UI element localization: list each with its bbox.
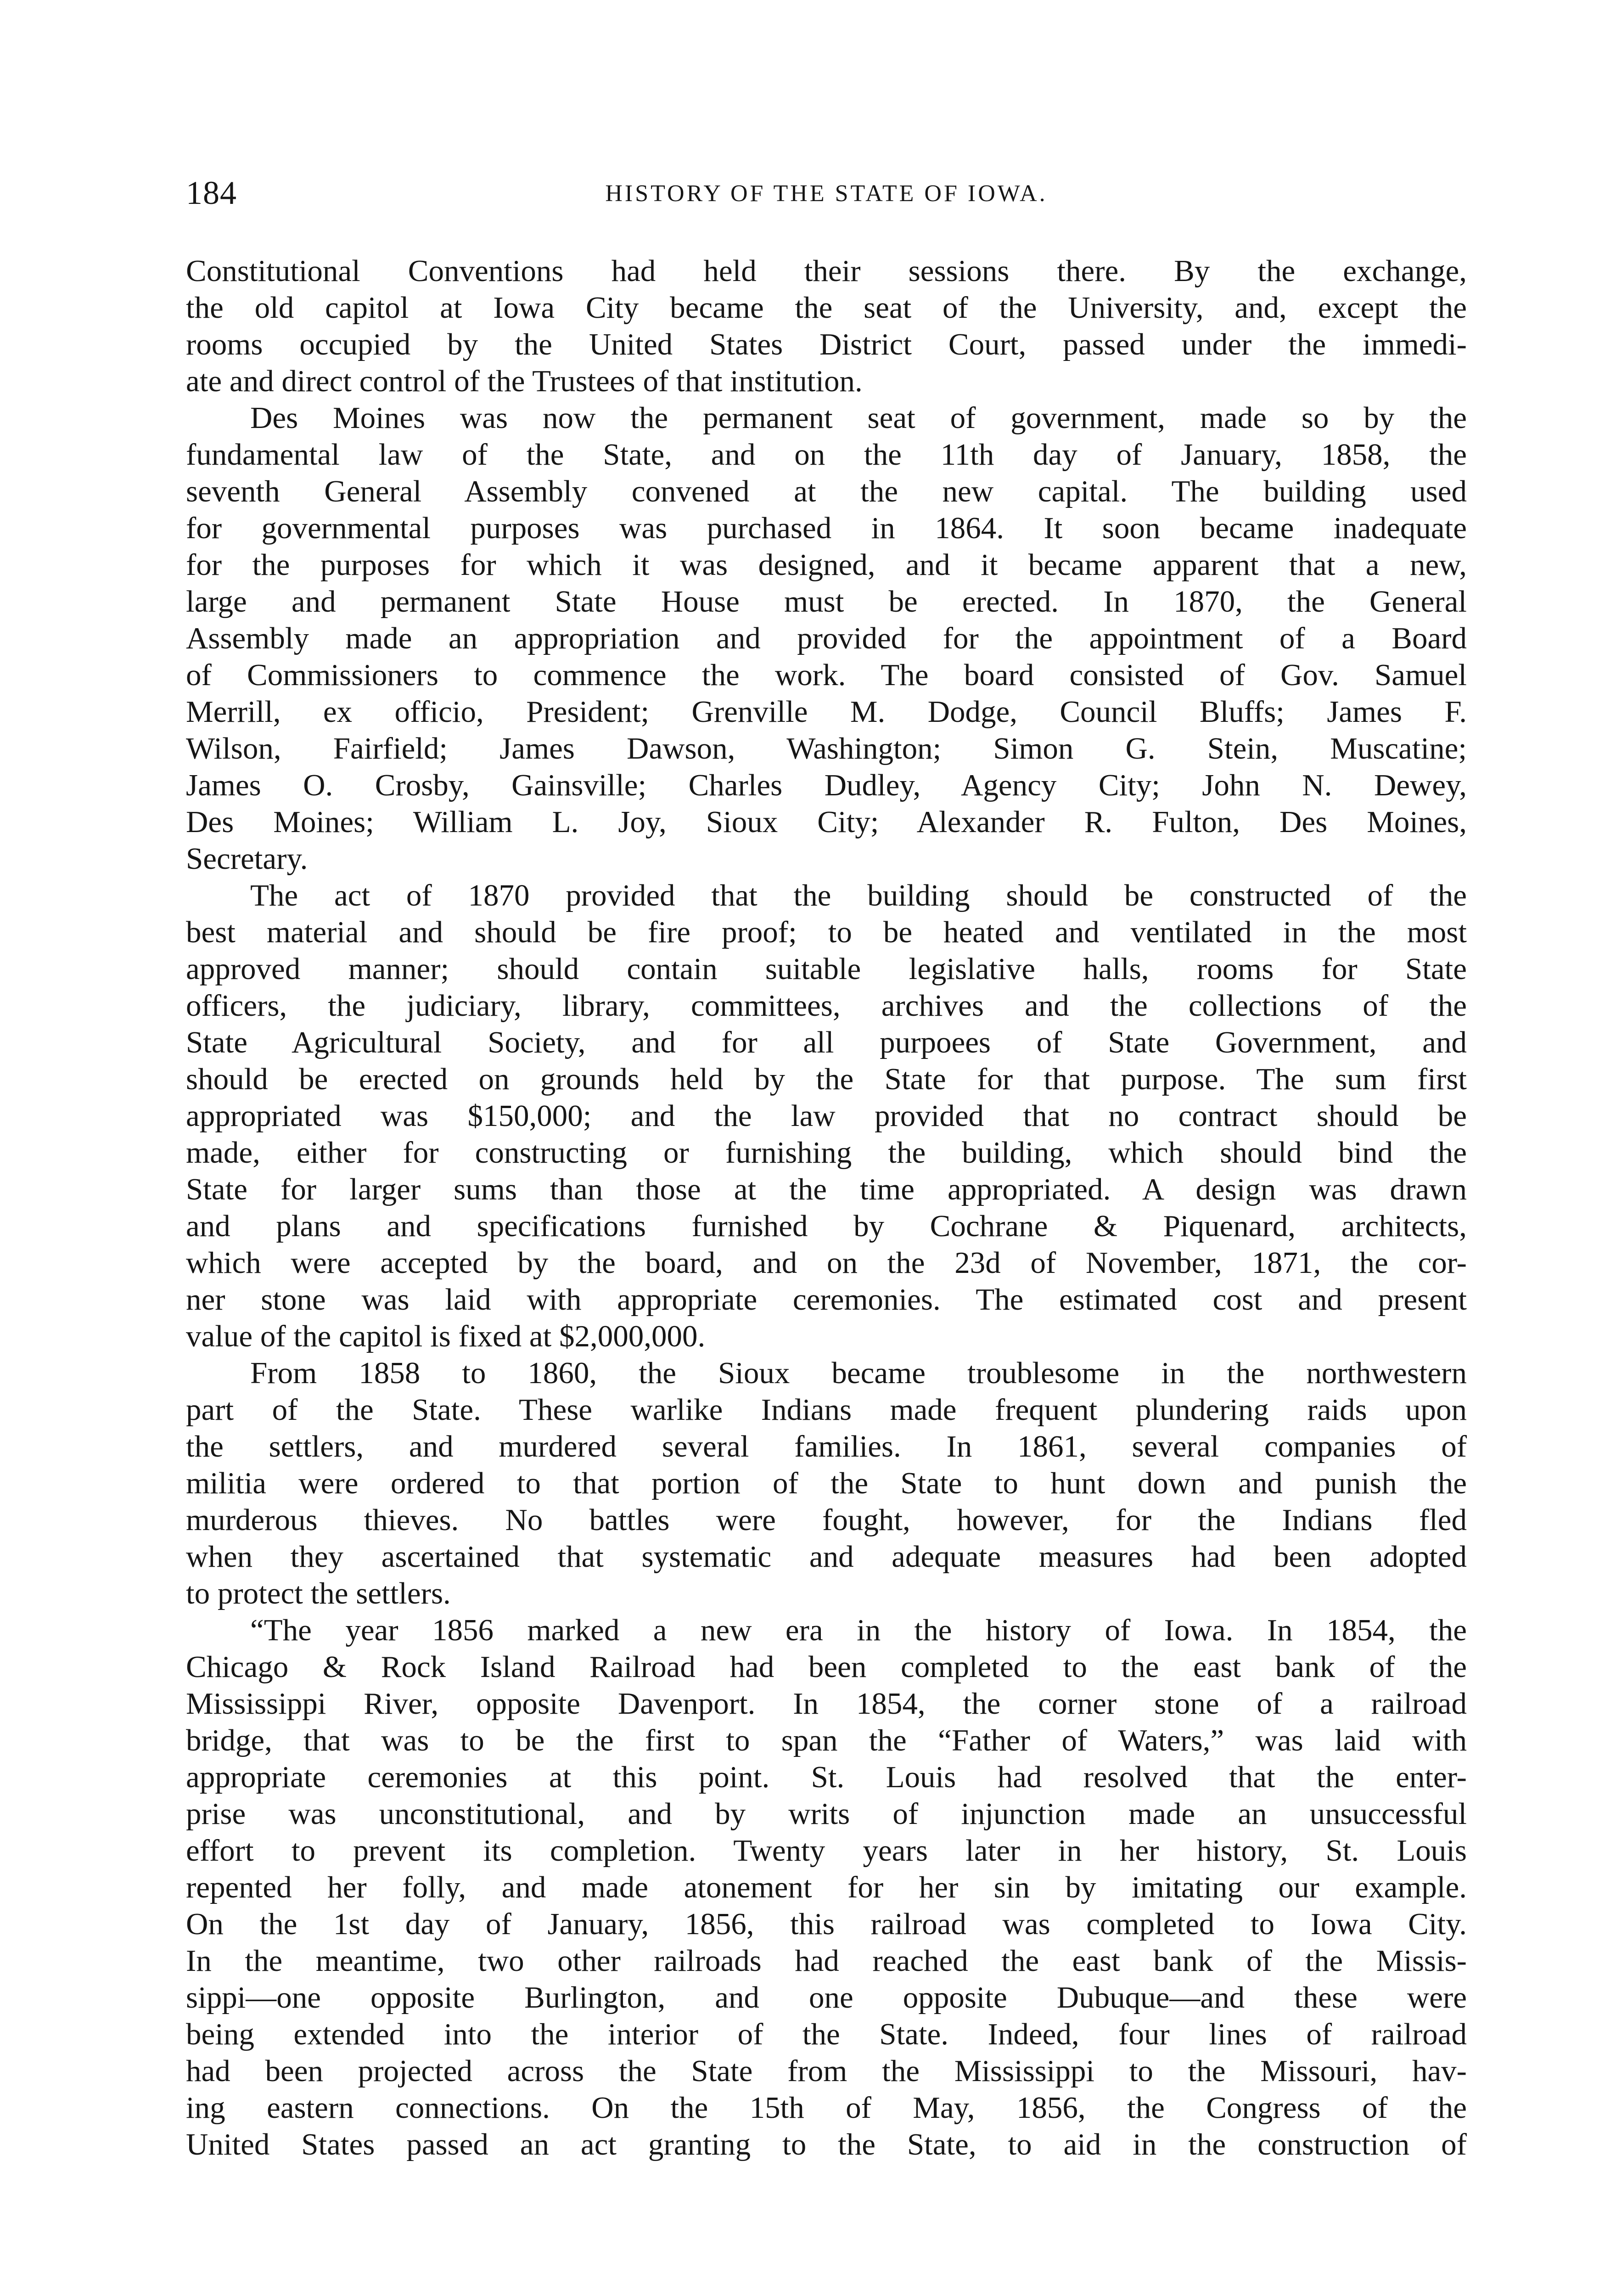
text-line: ner stone was laid with appropriate ceremonies. The estimated cost and present	[186, 1283, 1467, 1317]
text-line: for governmental purposes was purchased in 1864. It soon became inadequate	[186, 511, 1467, 545]
text-line: approved manner; should contain suitable legislative halls, rooms for State	[186, 952, 1467, 986]
text-line: appropriate ceremonies at this point. St. Louis had resolved that the enter-	[186, 1760, 1467, 1794]
text-line: seventh General Assembly convened at the new capital. The building used	[186, 474, 1467, 508]
text-line: sippi—one opposite Burlington, and one opposite Dubuque—and these were	[186, 1981, 1467, 2015]
text-line: “The year 1856 marked a new era in the history of Iowa. In 1854, the	[250, 1613, 1467, 1647]
text-line: militia were ordered to that portion of the State to hunt down and punish the	[186, 1466, 1467, 1500]
text-line: ate and direct control of the Trustees of that institution.	[186, 364, 863, 398]
text-line: From 1858 to 1860, the Sioux became troublesome in the northwestern	[250, 1356, 1467, 1390]
text-line: Assembly made an appropriation and provided for the appointment of a Board	[186, 621, 1467, 655]
text-line: State Agricultural Society, and for all purpoees of State Government, and	[186, 1025, 1467, 1059]
text-line: James O. Crosby, Gainsville; Charles Dudley, Agency City; John N. Dewey,	[186, 768, 1467, 802]
text-line: value of the capitol is fixed at $2,000,000.	[186, 1319, 706, 1353]
text-line: Wilson, Fairfield; James Dawson, Washington; Simon G. Stein, Muscatine;	[186, 732, 1467, 765]
text-line: best material and should be fire proof; to be heated and ventilated in the most	[186, 915, 1467, 949]
text-line: large and permanent State House must be erected. In 1870, the General	[186, 585, 1467, 619]
text-line: United States passed an act granting to the State, to aid in the construction of	[186, 2127, 1467, 2161]
text-line: which were accepted by the board, and on the 23d of November, 1871, the cor-	[186, 1246, 1467, 1280]
text-line: had been projected across the State from the Mississippi to the Missouri, hav-	[186, 2054, 1467, 2088]
text-line: being extended into the interior of the State. Indeed, four lines of railroad	[186, 2017, 1467, 2051]
text-line: State for larger sums than those at the time appropriated. A design was drawn	[186, 1172, 1467, 1206]
text-line: Constitutional Conventions had held their sessions there. By the exchange,	[186, 254, 1467, 288]
text-line: Chicago & Rock Island Railroad had been completed to the east bank of the	[186, 1650, 1467, 1684]
text-line: repented her folly, and made atonement for her sin by imitating our example.	[186, 1870, 1467, 1904]
text-line: rooms occupied by the United States District Court, passed under the immedi-	[186, 327, 1467, 361]
text-line: murderous thieves. No battles were fought, however, for the Indians fled	[186, 1503, 1467, 1537]
text-line: of Commissioners to commence the work. The board consisted of Gov. Samuel	[186, 658, 1467, 692]
text-line: ing eastern connections. On the 15th of May, 1856, the Congress of the	[186, 2091, 1467, 2125]
text-line: officers, the judiciary, library, committees, archives and the collections of the	[186, 989, 1467, 1023]
text-line: fundamental law of the State, and on the 11th day of January, 1858, the	[186, 438, 1467, 472]
text-line: Mississippi River, opposite Davenport. In 1854, the corner stone of a railroad	[186, 1687, 1467, 1721]
text-line: should be erected on grounds held by the State for that purpose. The sum first	[186, 1062, 1467, 1096]
text-line: appropriated was $150,000; and the law provided that no contract should be	[186, 1099, 1467, 1133]
running-head	[186, 171, 1467, 226]
text-line: In the meantime, two other railroads had reached the east bank of the Missis-	[186, 1944, 1467, 1978]
text-line: effort to prevent its completion. Twenty years later in her history, St. Louis	[186, 1834, 1467, 1868]
text-line: made, either for constructing or furnishing the building, which should bind the	[186, 1136, 1467, 1170]
text-line: part of the State. These warlike Indians made frequent plundering raids upon	[186, 1393, 1467, 1427]
text-line: to protect the settlers.	[186, 1576, 451, 1610]
text-line: Secretary.	[186, 842, 308, 876]
page-number: 184	[186, 174, 237, 211]
text-line: bridge, that was to be the first to span the “Father of Waters,” was laid with	[186, 1723, 1467, 1757]
running-title: HISTORY OF THE STATE OF IOWA.	[605, 180, 1048, 207]
text-line: Des Moines; William L. Joy, Sioux City; Alexander R. Fulton, Des Moines,	[186, 805, 1467, 839]
text-line: when they ascertained that systematic and adequate measures had been adopted	[186, 1540, 1467, 1574]
text-line: The act of 1870 provided that the building should be constructed of the	[250, 878, 1467, 912]
text-line: the settlers, and murdered several families. In 1861, several companies of	[186, 1429, 1467, 1463]
text-line: Merrill, ex officio, President; Grenville M. Dodge, Council Bluffs; James F.	[186, 695, 1467, 729]
text-line: On the 1st day of January, 1856, this railroad was completed to Iowa City.	[186, 1907, 1467, 1941]
text-line: for the purposes for which it was designed, and it became apparent that a new,	[186, 548, 1467, 582]
text-line: and plans and specifications furnished by Cochrane & Piquenard, architects,	[186, 1209, 1467, 1243]
text-line: the old capitol at Iowa City became the seat of the University, and, except the	[186, 291, 1467, 325]
body-text	[186, 253, 1467, 2296]
text-line: prise was unconstitutional, and by writs of injunction made an unsuccessful	[186, 1797, 1467, 1831]
text-line: Des Moines was now the permanent seat of government, made so by the	[250, 401, 1467, 435]
